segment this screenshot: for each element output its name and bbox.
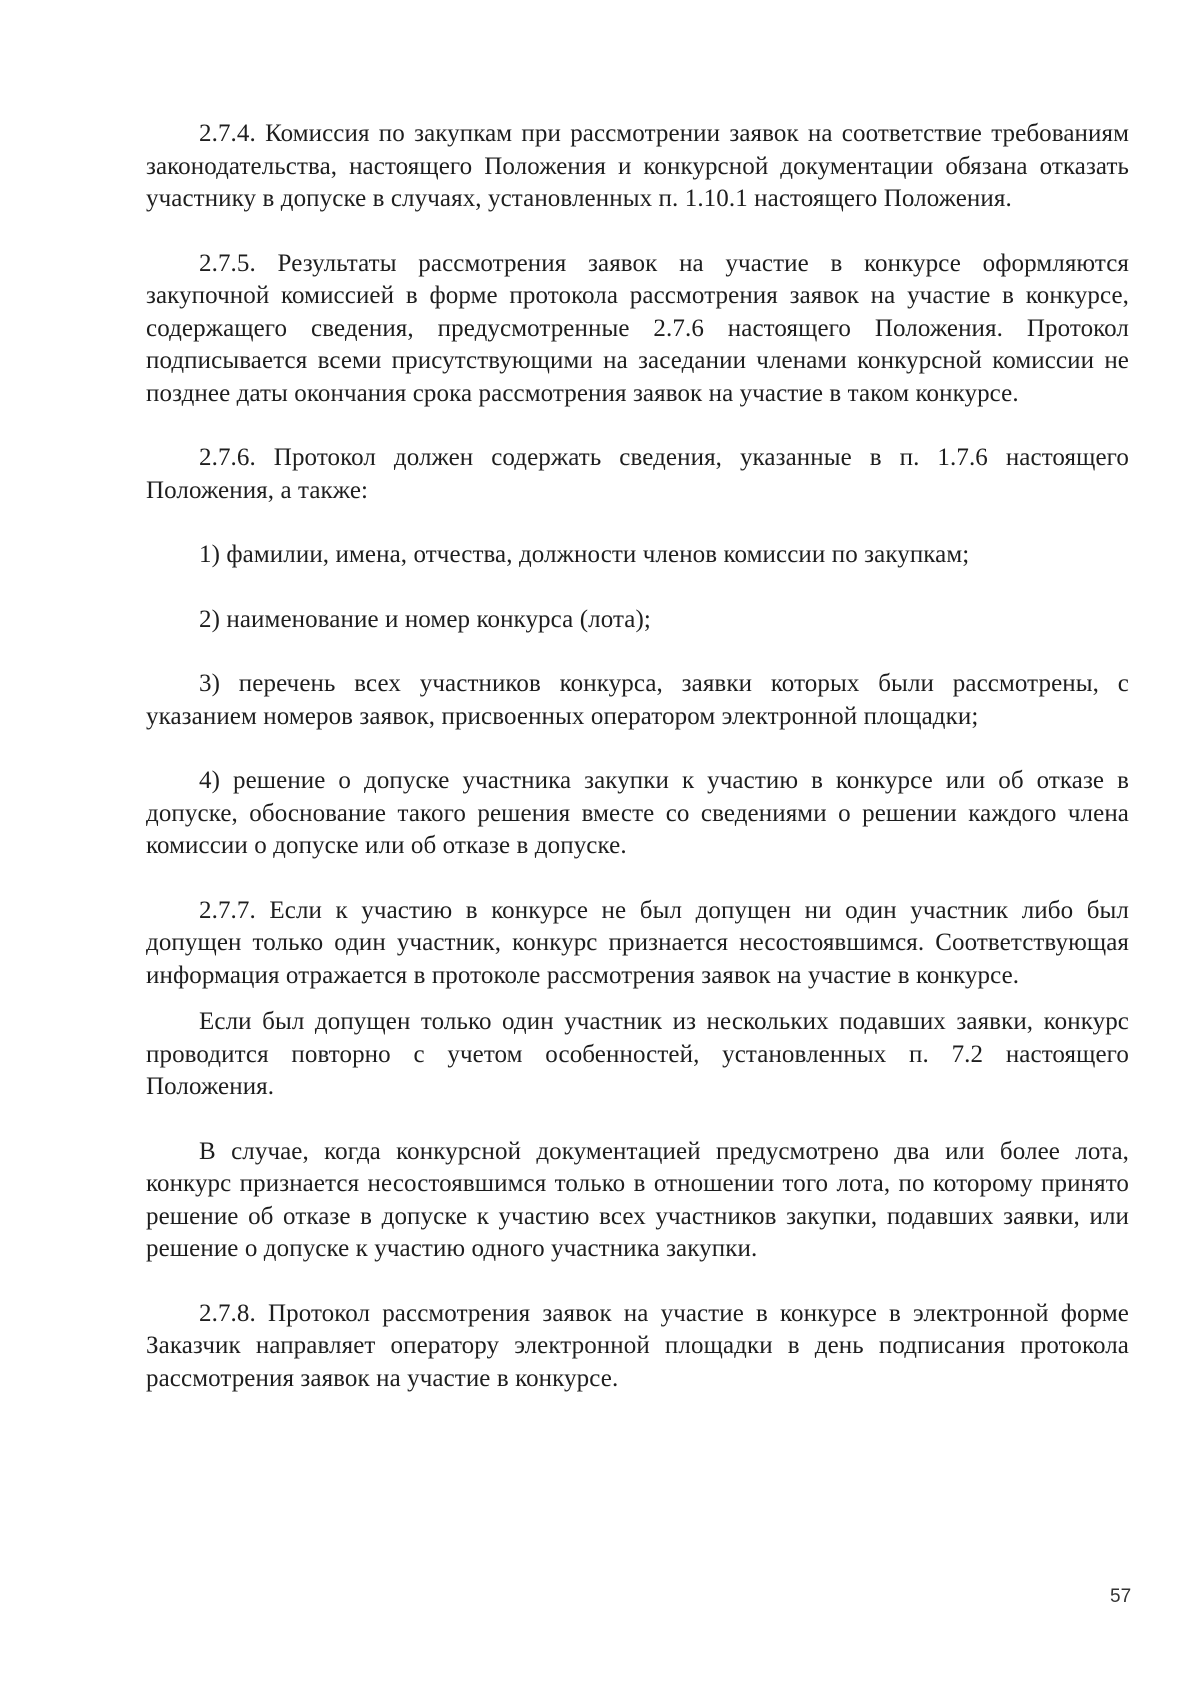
paragraph-2-7-7: 2.7.7. Если к участию в конкурсе не был допущен ни один участник либо был допущен только один участник, конкурс признается несостоявшимся. Соответствующая информация отражается в протоколе рассмотрения заявок на участие в конкурсе. xyxy=(146,896,1129,989)
paragraph-2-7-4: 2.7.4. Комиссия по закупкам при рассмотрении заявок на соответствие требованиям законодательства, настоящего Положения и конкурсной документации обязана отказать участнику в допуске в случаях, установленных п. 1.10.1 настоящего Положения. xyxy=(146,120,1129,212)
list-item-3: 3) перечень всех участников конкурса, заявки которых были рассмотрены, с указанием номеров заявок, присвоенных оператором электронной площадки; xyxy=(146,670,1129,730)
paragraph-2-7-5: 2.7.5. Результаты рассмотрения заявок на участие в конкурсе оформляются закупочной комиссией в форме протокола рассмотрения заявок на участие в конкурсе, содержащего сведения, предусмотренные 2.7.6 настоящего Положения. Протокол подписывается всеми присутствующими на заседании членами конкурсной комиссии не позднее даты окончания срока рассмотрения заявок на участие в таком конкурсе. xyxy=(146,249,1129,407)
paragraph-single-participant: Если был допущен только один участник из нескольких подавших заявки, конкурс проводится повторно с учетом особенностей, установленных п. 7.2 настоящего Положения. xyxy=(146,1008,1129,1100)
list-item-2: 2) наименование и номер конкурса (лота); xyxy=(199,605,651,633)
list-item-4: 4) решение о допуске участника закупки к участию в конкурсе или об отказе в допуске, обоснование такого решения вместе со сведениями о решении каждого члена комиссии о допуске или об отказе в допуске. xyxy=(146,767,1129,859)
paragraph-2-7-6: 2.7.6. Протокол должен содержать сведения, указанные в п. 1.7.6 настоящего Положения, а также: xyxy=(146,444,1129,504)
list-item-1: 1) фамилии, имена, отчества, должности членов комиссии по закупкам; xyxy=(199,541,970,568)
document-body xyxy=(146,118,1129,1427)
paragraph-multiple-lots: В случае, когда конкурсной документацией предусмотрено два или более лота, конкурс признается несостоявшимся только в отношении того лота, по которому принято решение об отказе в допуске к участию всех участников закупки, подавших заявки, или решение о допуске к участию одного участника закупки. xyxy=(146,1137,1129,1262)
page-number: 57 xyxy=(1110,1586,1132,1607)
paragraph-2-7-8: 2.7.8. Протокол рассмотрения заявок на участие в конкурсе в электронной форме Заказчик направляет оператору электронной площадки в день подписания протокола рассмотрения заявок на участие в конкурсе. xyxy=(146,1299,1129,1392)
